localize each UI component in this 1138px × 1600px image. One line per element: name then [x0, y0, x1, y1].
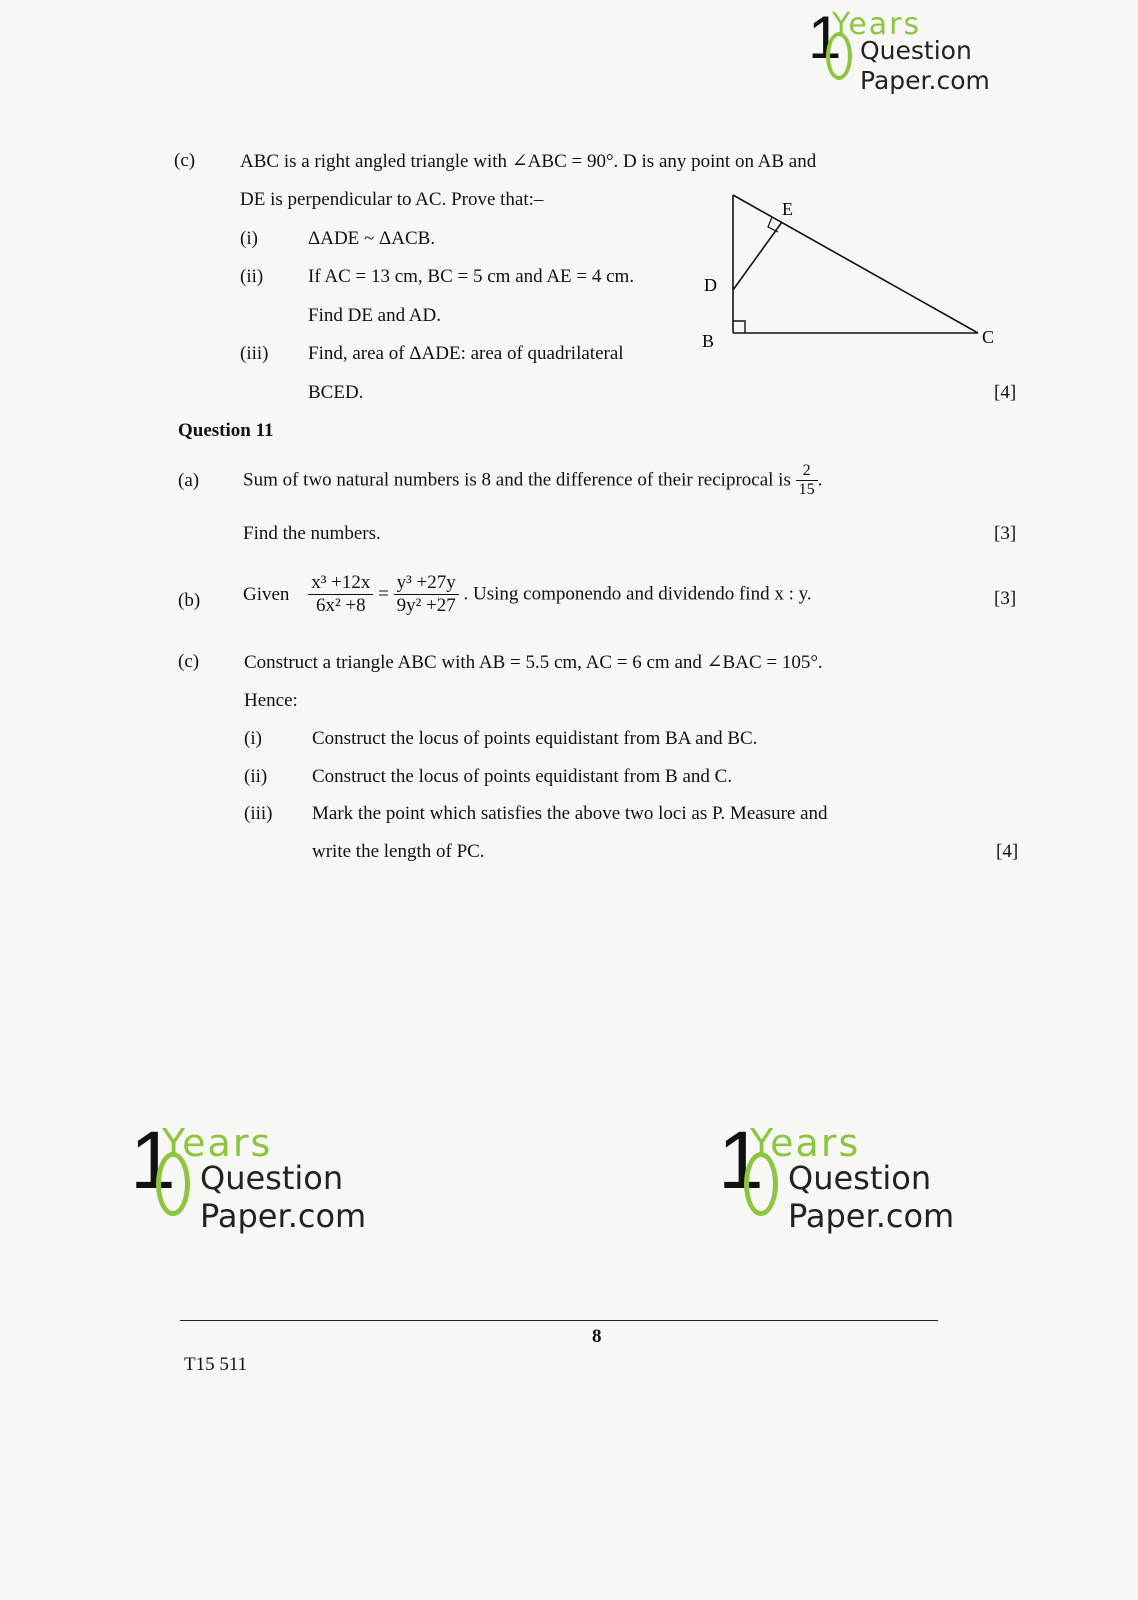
logo-digit-one: 1	[808, 4, 842, 71]
q11c-text: Construct a triangle ABC with AB = 5.5 cm, AC = 6 cm and ∠BAC = 105°.	[244, 652, 823, 673]
label-d: D	[704, 275, 717, 295]
logo-question: Question	[860, 36, 972, 65]
logo-paper: Paper.com	[788, 1197, 955, 1235]
q11b-n2: y³ +27y	[394, 572, 459, 595]
q11c-iii-text: Mark the point which satisfies the above two loci as P. Measure and	[312, 803, 828, 824]
logo-years: Years	[750, 1121, 861, 1165]
q11a-text: Sum of two natural numbers is 8 and the difference of their reciprocal is $\frac{2}{15}$ .	[243, 462, 823, 498]
q10c-line2: DE is perpendicular to AC. Prove that:–	[240, 189, 544, 210]
label-c: C	[982, 327, 995, 347]
site-logo-top	[808, 4, 1068, 128]
q11b-body: Given $\frac{\text{x³ +12x}}{\text{6x² +8}}$ = $\frac{\text{y³ +27y}}{\text{9y² +27}}$ . Using componendo and dividendo find x : y.	[243, 572, 812, 616]
q11c-iii-label: (iii)	[244, 803, 273, 824]
q11b-text: . Using componendo and dividendo find x : y.	[463, 583, 812, 605]
segment-de	[733, 222, 782, 290]
q11a-fraction	[796, 462, 818, 499]
q11a-frac-num: 2	[796, 462, 818, 481]
logo-digit-one: 1	[718, 1115, 764, 1206]
logo-paper: Paper.com	[200, 1197, 367, 1235]
q11a-label: (a)	[178, 470, 200, 491]
q11b-n1: x³ +12x	[308, 572, 373, 595]
q10c-ii-label: (ii)	[240, 266, 264, 287]
site-logo-bottom-left	[130, 1115, 390, 1240]
q11b-d1: 6x² +8	[315, 595, 366, 616]
q10c-iii-text2: BCED.	[308, 382, 364, 403]
page-number: 8	[592, 1326, 602, 1347]
label-e: E	[782, 199, 793, 219]
q10c-ii-text: If AC = 13 cm, BC = 5 cm and AE = 4 cm.	[308, 266, 635, 287]
logo-paper: Paper.com	[860, 66, 990, 95]
q11c-i-label: (i)	[244, 728, 262, 749]
logo-years: Years	[832, 7, 922, 42]
q11a-frac-den: 15	[798, 481, 815, 498]
q10c-label: (c)	[174, 150, 196, 171]
q11b-fraction-2	[394, 572, 459, 617]
q11c-ii-label: (ii)	[244, 766, 268, 787]
logo-question: Question	[200, 1159, 344, 1197]
site-logo-bottom-right	[718, 1115, 978, 1240]
q10c-i-label: (i)	[240, 228, 258, 249]
q11b-d2: 9y² +27	[396, 595, 456, 616]
q10c-ii-text2: Find DE and AD.	[308, 305, 441, 326]
side-ac	[733, 195, 978, 333]
logo-digit-one: 1	[130, 1115, 176, 1206]
q11c-i-text: Construct the locus of points equidistant from BA and BC.	[312, 728, 758, 749]
q10c-iii-label: (iii)	[240, 343, 269, 364]
logo-question: Question	[788, 1159, 932, 1197]
label-b: B	[702, 331, 715, 351]
triangle-figure	[700, 185, 1000, 355]
q10c-iii-text: Find, area of ΔADE: area of quadrilateral	[308, 343, 624, 364]
q11a-text-main: Sum of two natural numbers is 8 and the difference of their reciprocal is	[243, 469, 791, 491]
paper-code: T15 511	[184, 1354, 248, 1375]
q11a-marks: [3]	[994, 523, 1017, 544]
q10c-line1: ABC is a right angled triangle with ∠ABC = 90°. D is any point on AB and	[240, 151, 817, 172]
q11a-text2: Find the numbers.	[243, 523, 381, 544]
q11c-hence: Hence:	[244, 690, 298, 711]
question-11-heading: Question 11	[178, 420, 274, 441]
q11c-iii-text2: write the length of PC.	[312, 841, 485, 862]
logo-years: Years	[162, 1121, 273, 1165]
q11c-marks: [4]	[996, 841, 1019, 862]
q11b-label: (b)	[178, 590, 201, 611]
q11c-ii-text: Construct the locus of points equidistant from B and C.	[312, 766, 733, 787]
q11b-marks: [3]	[994, 588, 1017, 609]
q10c-i-text: ΔADE ~ ΔACB.	[308, 228, 436, 249]
q11c-label: (c)	[178, 651, 200, 672]
q10c-marks: [4]	[994, 382, 1017, 403]
q11b-fraction-1	[308, 572, 373, 617]
right-angle-mark-b	[733, 321, 745, 333]
footer-rule	[180, 1320, 938, 1321]
q11b-given: Given	[243, 583, 290, 605]
